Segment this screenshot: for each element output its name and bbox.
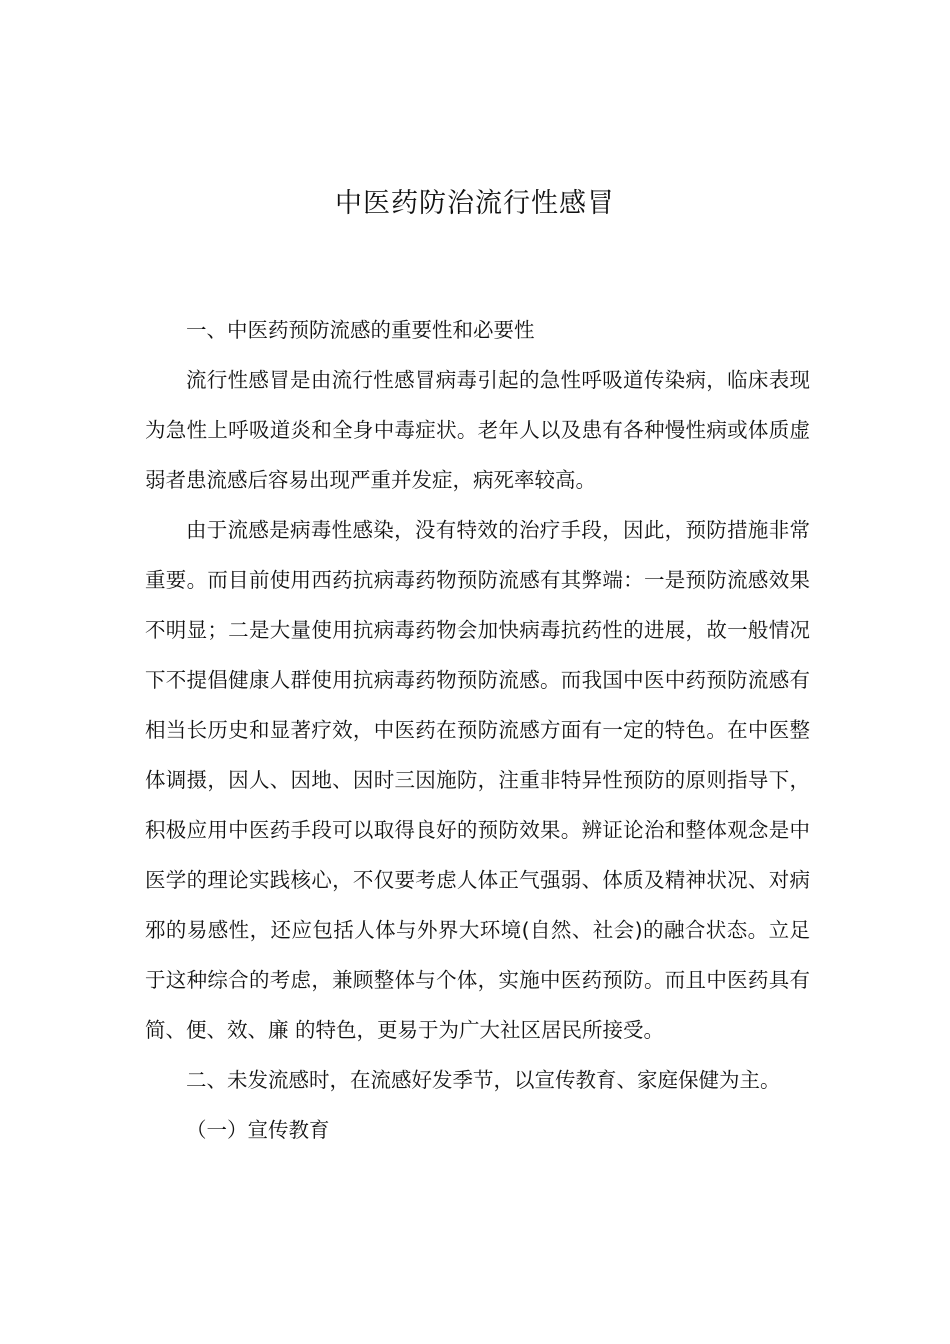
section-heading-2: 二、未发流感时，在流感好发季节，以宣传教育、家庭保健为主。 <box>186 1068 781 1092</box>
document-body <box>145 305 810 1155</box>
document-title: 中医药防治流行性感冒 <box>335 188 615 219</box>
paragraph-2: 由于流感是病毒性感染，没有特效的治疗手段，因此，预防措施非常重要。而目前使用西药抗病毒药物预防流感有其弊端：一是预防流感效果不明显；二是大量使用抗病毒药物会加快病毒抗药性的进展，故一般情况下不提倡健康人群使用抗病毒药物预防流感。而我国中医中药预防流感有相当长历史和显著疗效，中医药在预防流感方面有一定的特色。在中医整体调摄，因人、因地、因时三因施防，注重非特异性预防的原则指导下，积极应用中医药手段可以取得良好的预防效果。辨证论治和整体观念是中医学的理论实践核心，不仅要考虑人体正气强弱、体质及精神状况、对病邪的易感性，还应包括人体与外界大环境(自然、社会)的融合状态。立足于这种综合的考虑，兼顾整体与个体，实施中医药预防。而且中医药具有简、便、效、廉 的特色，更易于为广大社区居民所接受。 <box>145 518 810 1042</box>
section-heading-1: 一、中医药预防流感的重要性和必要性 <box>186 318 535 342</box>
paragraph-1: 流行性感冒是由流行性感冒病毒引起的急性呼吸道传染病，临床表现为急性上呼吸道炎和全身中毒症状。老年人以及患有各种慢性病或体质虚弱者患流感后容易出现严重并发症，病死率较高。 <box>145 368 810 492</box>
subsection-heading-1: （一）宣传教育 <box>186 1118 330 1142</box>
